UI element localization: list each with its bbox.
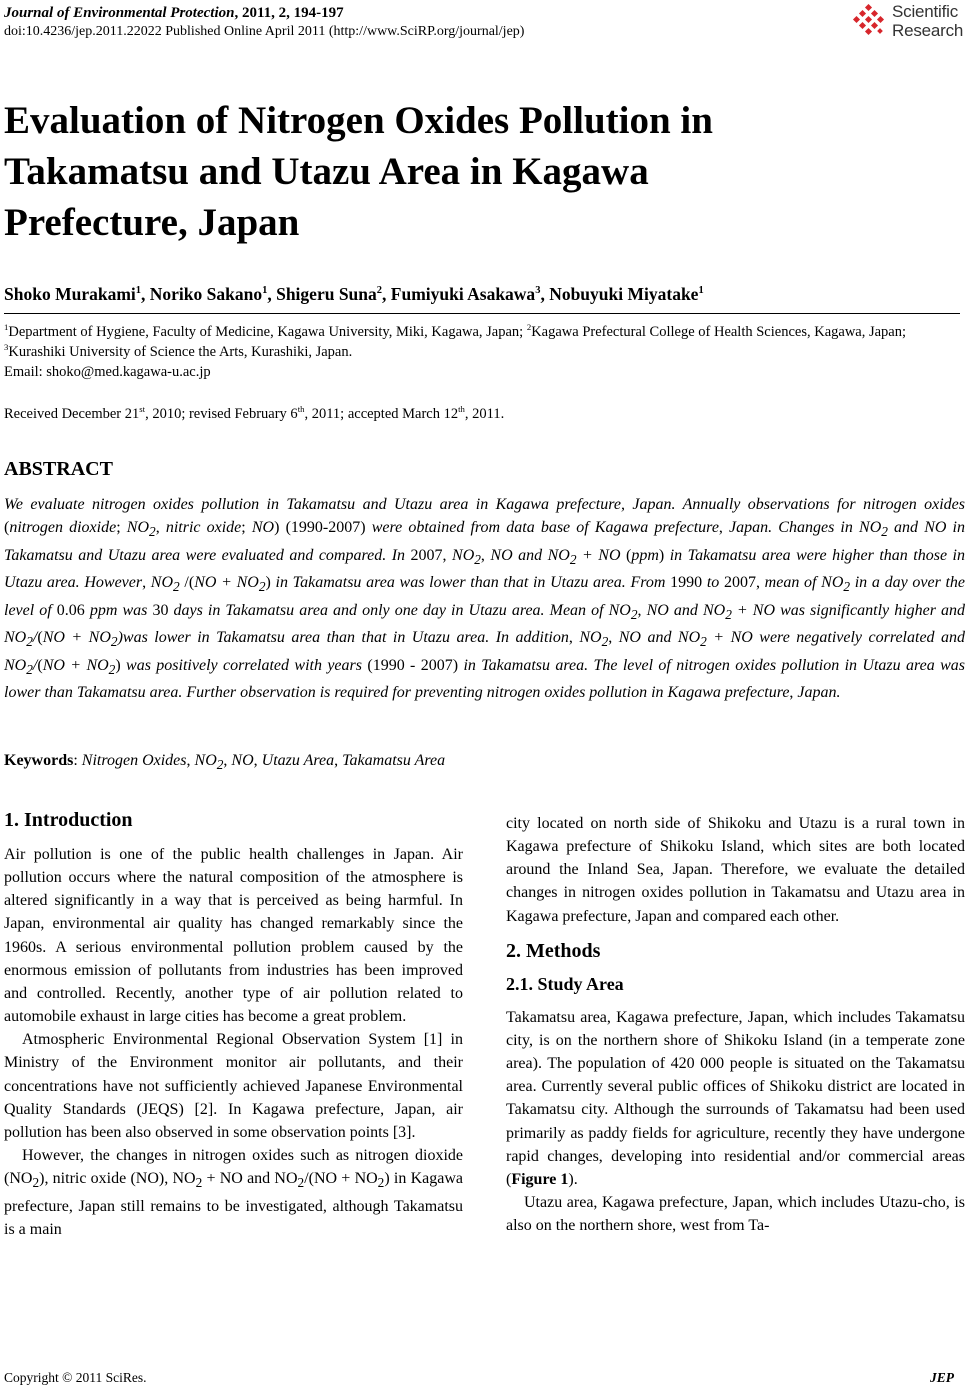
affiliations <box>4 322 960 382</box>
keywords-list: : Nitrogen Oxides, $NO_2$, NO, Utazu Area, Takamatsu Area <box>73 752 446 773</box>
author-separator: , <box>382 284 391 304</box>
logo-wordmark <box>892 2 963 40</box>
paragraph: However, the changes in nitrogen oxides such as nitrogen dioxide $(NO_2)$, nitric oxide (NO), $NO_2$ + NO and $NO_2/(NO + NO_2)$ in Kagawa prefecture, Japan still remains to be investigated, although Takamatsu is a main <box>4 1147 463 1238</box>
title-line-1: Evaluation of Nitrogen Oxides Pollution in <box>4 99 713 142</box>
affiliation-1: Department of Hygiene, Faculty of Medicine, Kagawa University, Miki, Kagawa, Japan; <box>8 324 527 340</box>
author-name: Shoko Murakami <box>4 284 136 304</box>
header-divider <box>4 313 960 314</box>
author-separator: , <box>540 284 550 304</box>
ordinal-suffix: st <box>139 404 146 415</box>
author-affil-mark: 3 <box>535 285 541 297</box>
abstract-heading: ABSTRACT <box>4 458 113 480</box>
paragraph: Utazu area, Kagawa prefecture, Japan, which includes Utazu-cho, is also on the northern shore, west from Ta- <box>506 1194 965 1235</box>
ordinal-suffix: th <box>297 404 305 415</box>
paragraph-text: Takamatsu area, Kagawa prefecture, Japan, which includes Takamatsu city, is on the northern shore of Shikoku Island (in a temperate zone area). The population of 420 000 people is situated on the Takamatsu area. Currently several public offices of Shikoku district are located in Takamatsu city. Although the surrounds of Takamatsu had been used primarily as paddy fields for agriculture, recently they have undergone rapid changes, developing into residential and/or commercial areas <box>506 1008 965 1165</box>
year-text: , 2011. <box>464 406 505 422</box>
diamond-dots-logo-icon <box>850 4 888 40</box>
author-affil-mark: 1 <box>135 285 142 297</box>
paragraph <box>506 1006 965 1191</box>
abstract-body: We evaluate nitrogen oxides pollution in Takamatsu and Utazu area in Kagawa prefecture, Japan. Annually observations for nitrogen oxides (nitrogen dioxide; $NO_2$, nitric oxide; NO) (1990-2007) were obtained from data base of Kagawa prefecture, Japan. Changes in $NO_2$ and NO in Takamatsu and Utazu area were evaluated and compared. In 2007, $NO_2$, NO and $NO_2$ + NO (ppm) in Takamatsu area were higher than those in Utazu area. However, $NO_2$ $/(NO + NO_2)$ in Takamatsu area was lower than that in Utazu area. From 1990 to 2007, mean of $NO_2$ in a day over the level of 0.06 ppm was 30 days in Takamatsu area and only one day in Utazu area. Mean of $NO_2$, NO and $NO_2$ + NO was significantly higher and $NO_2/(NO + NO_2)was$ lower in Takamatsu area than that in Utazu area. In addition, $NO_2$, NO and $NO_2$ + NO were negatively correlated and $NO_2/(NO + NO_2)$ was positively correlated with years (1990 - 2007) in Takamatsu area. The level of nitrogen oxides pollution in Utazu area was lower than Takamatsu area. Further observation is required for preventing nitrogen oxides pollution in Kagawa prefecture, Japan. <box>4 496 966 702</box>
author-name: Nobuyuki Miyatake <box>549 284 699 304</box>
paragraph: city located on north side of Shikoku and Utazu is a rural town in Kagawa prefecture of Shikoku Island, which sites are both located around the Inland Sea, Japan. Therefore, we evaluate the detailed changes in nitrogen oxides pollution in Takamatsu and Utazu area in Kagawa prefecture, Japan and compared each other. <box>506 815 965 925</box>
author-affil-mark: 1 <box>262 285 268 297</box>
author-separator: , <box>267 284 277 304</box>
title-line-3: Prefecture, Japan <box>4 201 300 244</box>
author-list <box>4 282 954 306</box>
paragraph: Air pollution is one of the public health challenges in Japan. Air pollution occurs where the natural composition of the atmosphere is altered significantly in a way that is perceived as being harmful. In Japan, environmental air quality has changed remarkably since the 1960s. A serious environmental pollution problem caused by the enormous emission of pollutants from industries has been improved and controlled. Recently, another type of air pollution related to automobile exhaust in large cities has become a great problem. <box>4 846 463 1026</box>
affil-mark: 1 <box>4 322 9 333</box>
received-dates <box>4 404 960 424</box>
journal-citation <box>4 4 844 22</box>
subsection-heading-study-area: 2.1. Study Area <box>506 973 624 994</box>
revised-text: , 2010; revised February 6 <box>145 406 298 422</box>
received-text: Received December 21 <box>4 406 140 422</box>
paper-title <box>4 95 934 248</box>
logo-line-2: Research <box>892 21 964 40</box>
paren: ). <box>568 1170 578 1188</box>
doi-line: doi:10.4236/jep.2011.22022 Published Online April 2011 (http://www.SciRP.org/journal/jep) <box>4 24 525 39</box>
running-header <box>4 4 844 41</box>
right-column <box>506 812 965 1237</box>
title-line-2: Takamatsu and Utazu Area in Kagawa <box>4 150 649 193</box>
section-heading-introduction: 1. Introduction <box>4 809 133 831</box>
author-separator: , <box>141 284 150 304</box>
author-affil-mark: 2 <box>376 285 383 297</box>
author-name: Noriko Sakano <box>149 284 263 304</box>
author-name: Fumiyuki Asakawa <box>390 284 536 304</box>
author-name: Shigeru Suna <box>276 284 377 304</box>
left-column <box>4 807 463 1241</box>
section-heading-methods: 2. Methods <box>506 939 601 962</box>
paragraph: Atmospheric Environmental Regional Observation System [1] in Ministry of the Environment monitor air pollutants, and their concentrations have not sufficiently achieved Japanese Environmental Quality Standards (JEQS) [2]. In Kagawa prefecture, Japan, air pollution has been also observed in some observation points [3]. <box>4 1031 463 1141</box>
copyright-footer: Copyright © 2011 SciRes. <box>4 1370 147 1385</box>
paren: ( <box>506 1170 512 1188</box>
journal-volume: , 2011, 2, 194-197 <box>234 5 344 21</box>
figure-reference-link[interactable]: Figure 1 <box>511 1170 569 1188</box>
logo-line-1: Scientific <box>892 2 959 21</box>
contact-email: Email: shoko@med.kagawa-u.ac.jp <box>4 364 211 380</box>
accepted-text: , 2011; accepted March 12 <box>304 406 459 422</box>
affil-mark: 2 <box>526 322 532 333</box>
keywords-label: Keywords <box>4 752 74 769</box>
journal-name: Journal of Environmental Protection <box>4 5 235 21</box>
affiliation-2: Kagawa Prefectural College of Health Sciences, Kagawa, Japan; <box>531 324 907 340</box>
affil-mark: 3 <box>4 342 9 353</box>
affiliation-3: Kurashiki University of Science the Arts, Kurashiki, Japan. <box>8 344 353 360</box>
keywords <box>4 750 960 776</box>
author-affil-mark: 1 <box>698 285 704 297</box>
journal-abbreviation: JEP <box>930 1370 955 1385</box>
ordinal-suffix: th <box>458 404 465 415</box>
publisher-logo <box>850 2 968 42</box>
